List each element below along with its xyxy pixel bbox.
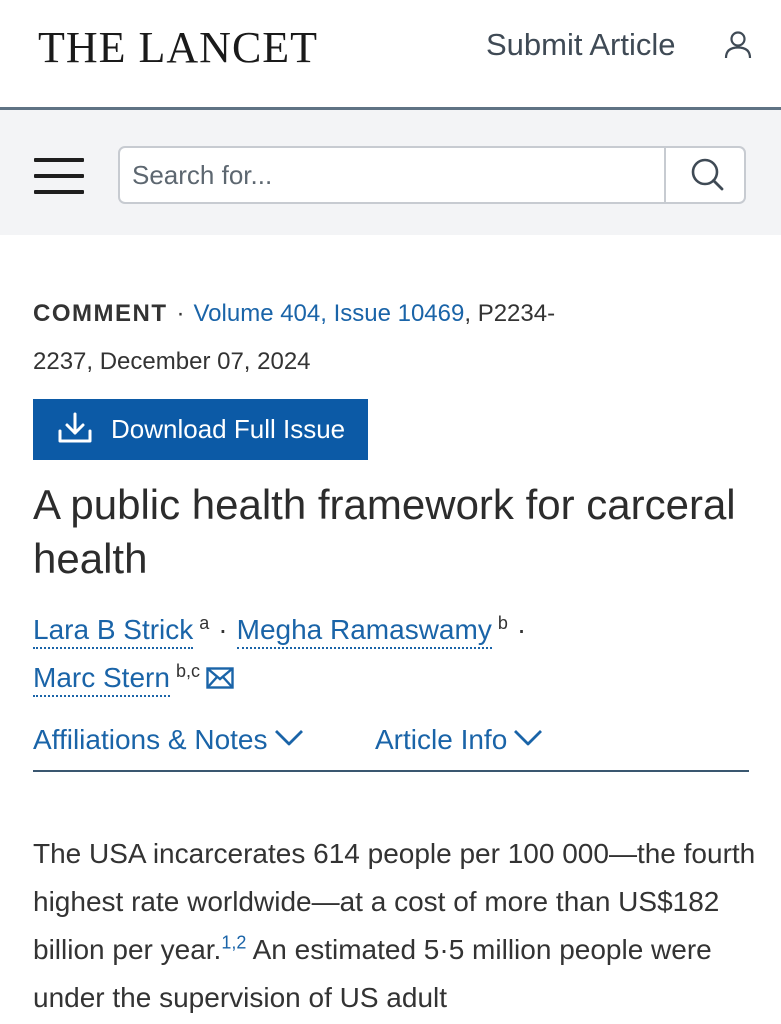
download-label: Download Full Issue (111, 414, 346, 444)
hamburger-menu-icon[interactable] (34, 158, 84, 194)
article-info-label: Article Info (375, 724, 508, 755)
download-icon (57, 411, 93, 445)
chevron-down-icon (513, 729, 543, 747)
affiliations-label: Affiliations & Notes (33, 724, 268, 755)
chevron-down-icon (274, 729, 304, 747)
author-affiliation-sup: a (199, 612, 210, 633)
search-input[interactable] (120, 148, 664, 202)
article-title: A public health framework for carceral health (33, 481, 736, 582)
site-logo[interactable]: THE LANCET (38, 23, 319, 72)
download-full-issue-button[interactable] (33, 399, 368, 460)
user-icon[interactable] (722, 29, 754, 61)
top-header (0, 0, 781, 110)
pages-date: 2237, December 07, 2024 (33, 348, 311, 375)
search-box (118, 146, 746, 204)
volume-issue-link[interactable]: Volume 404, Issue 10469 (193, 300, 465, 327)
meta-separator-dot: · (176, 300, 185, 327)
author-affiliation-sup: b (497, 612, 508, 633)
author-affiliation-sup: b,c (175, 660, 200, 681)
affiliations-notes-dropdown[interactable] (33, 724, 304, 756)
article-details-tabs (33, 720, 749, 772)
search-button[interactable] (664, 148, 746, 202)
author-separator-dot: · (516, 614, 527, 645)
submit-article-link[interactable]: Submit Article (486, 27, 676, 62)
reference-link[interactable]: 1,2 (221, 932, 247, 953)
article-body-paragraph (33, 830, 758, 1022)
author-link[interactable]: Marc Stern (33, 662, 170, 697)
mail-icon[interactable] (206, 667, 234, 689)
author-separator-dot: · (218, 614, 228, 645)
body-text-part2: An estimated 5·5 million people were under the supervision of US adult (33, 934, 712, 1013)
body-text-part1: The USA incarcerates 614 people per 100 000—the fourth highest rate worldwide—at a cost of more than US$182 billion per year. (33, 838, 756, 965)
article-type: COMMENT (33, 300, 168, 327)
article-meta (33, 290, 593, 386)
author-link[interactable]: Lara B Strick (33, 614, 193, 649)
search-icon (666, 148, 748, 202)
author-list (33, 606, 733, 702)
author-link[interactable]: Megha Ramaswamy (237, 614, 492, 649)
article-info-dropdown[interactable] (375, 724, 543, 756)
pages-prefix: , P2234- (464, 300, 556, 327)
